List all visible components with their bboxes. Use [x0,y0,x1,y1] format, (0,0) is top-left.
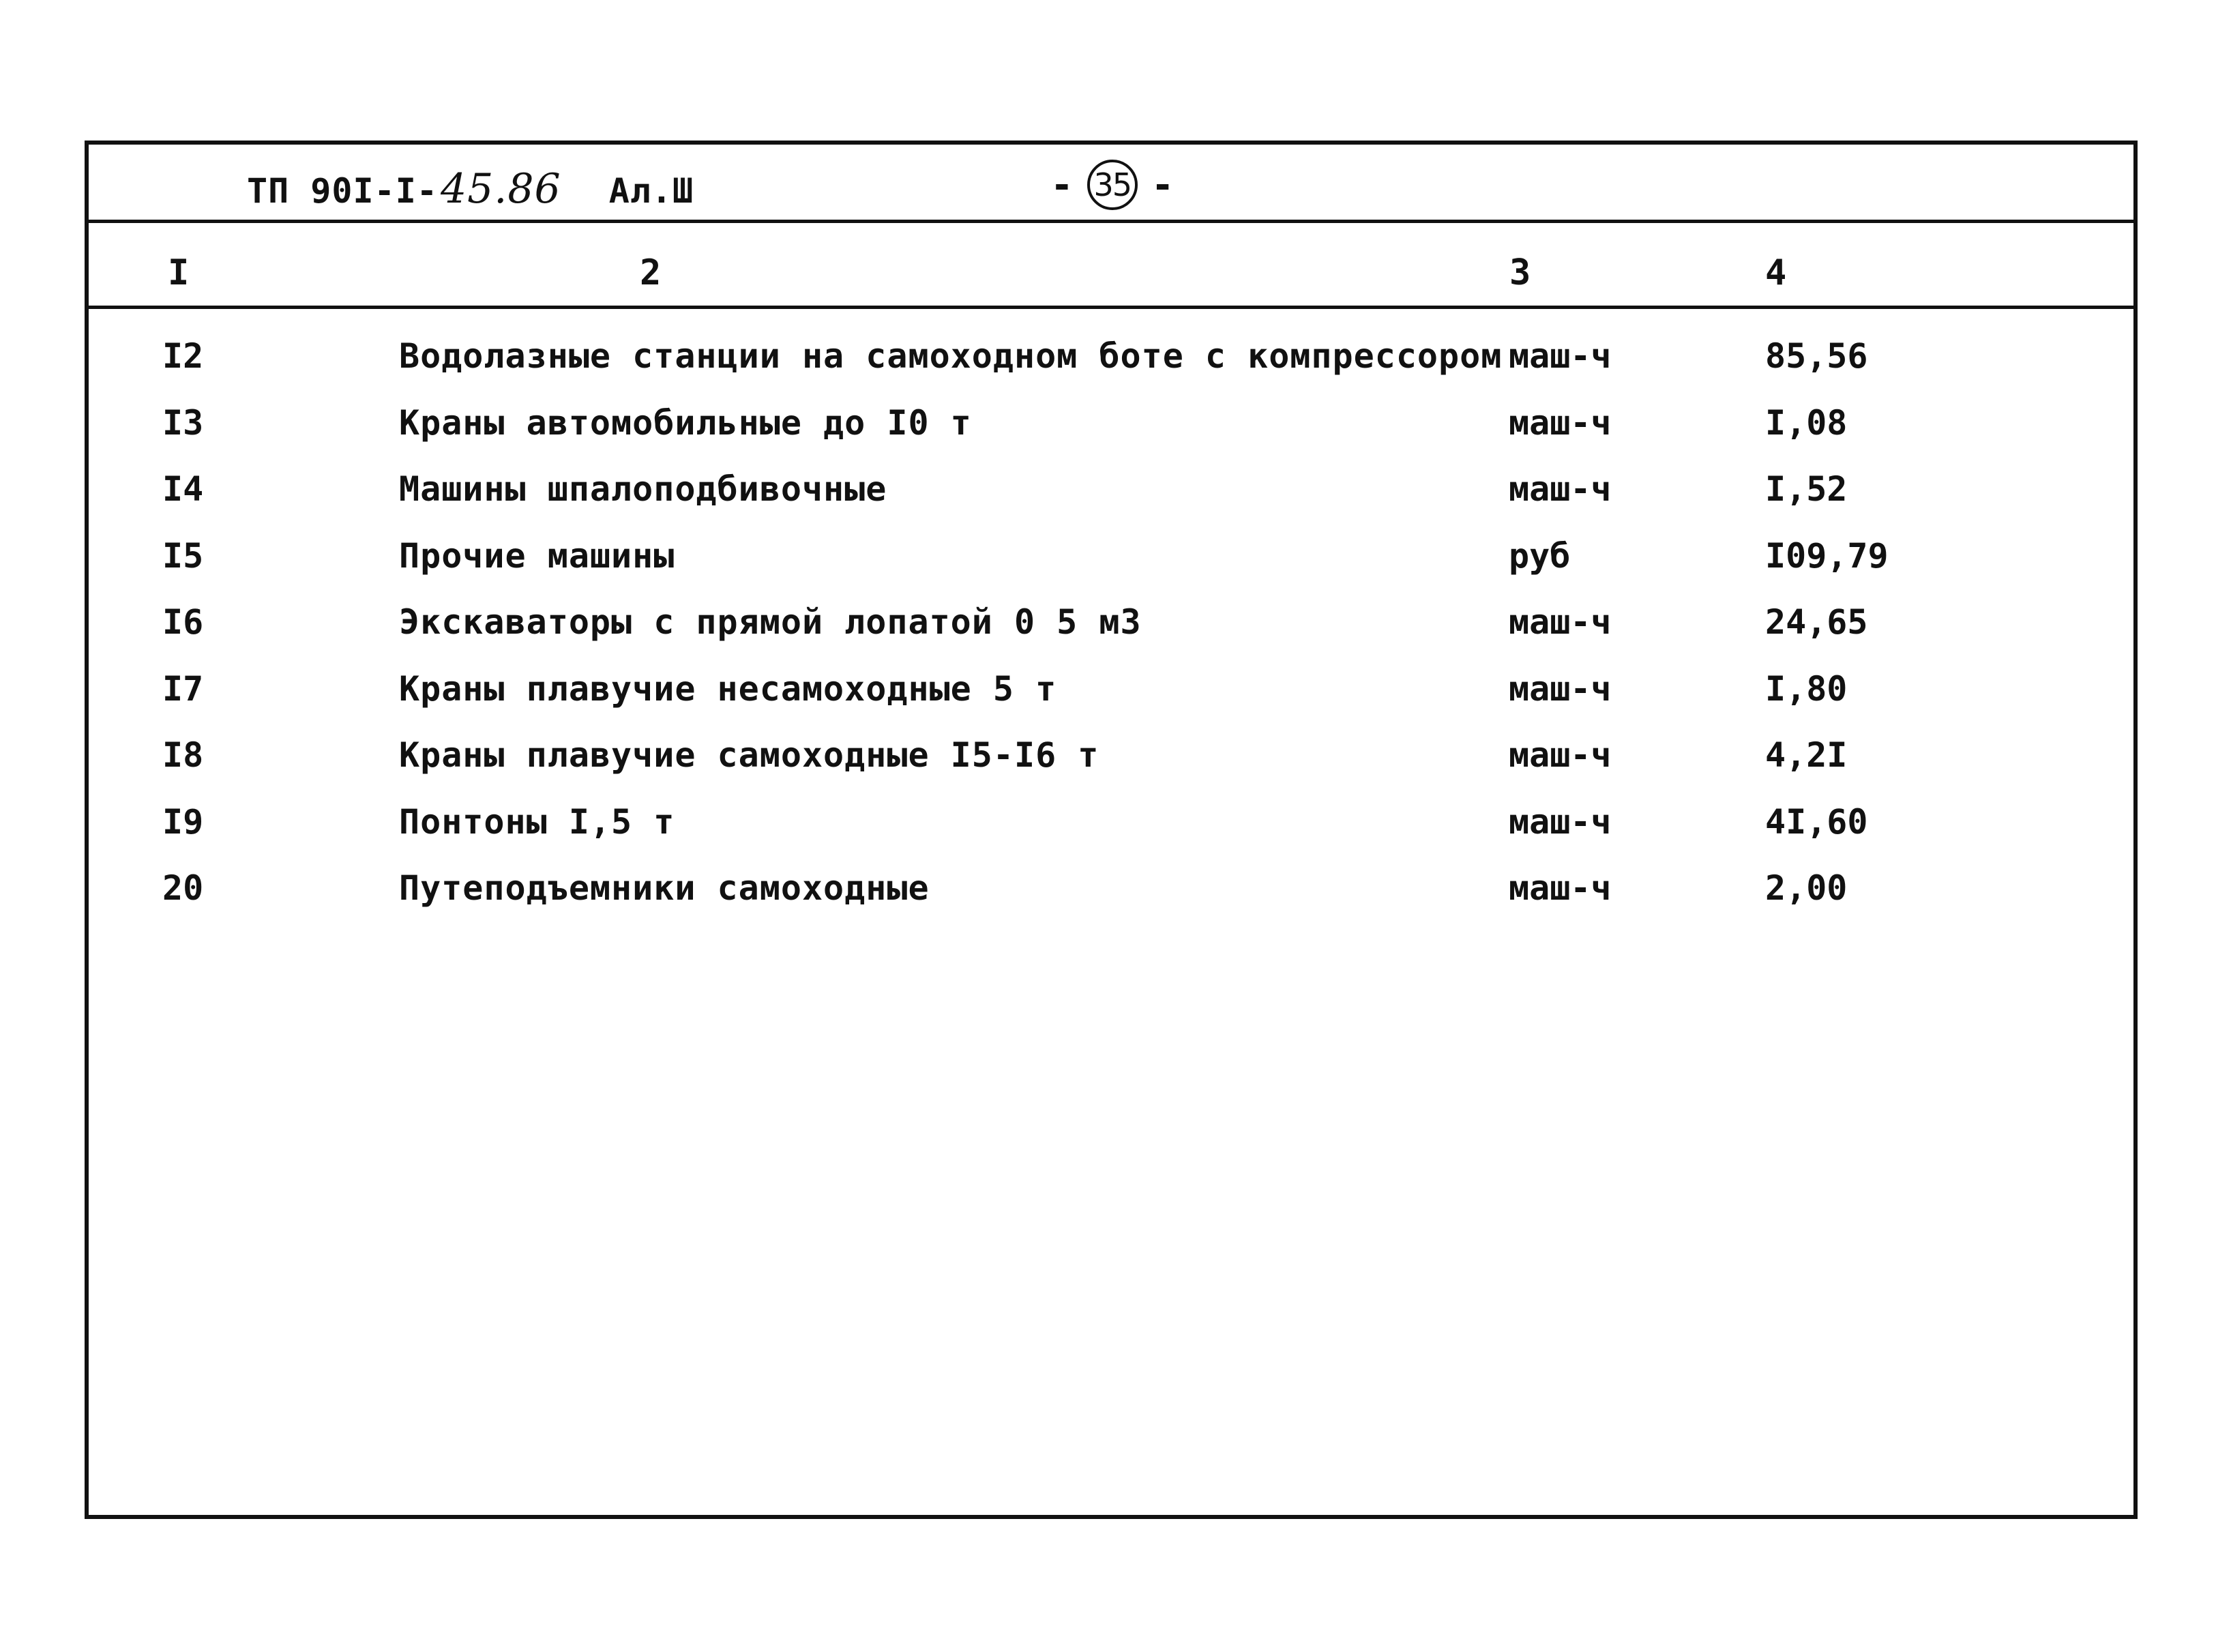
document-number-handwritten: 45.86 [440,165,561,213]
value: I,52 [1765,469,1848,509]
row-number: I7 [162,668,204,709]
column-header-divider [89,306,2133,309]
row-number: I5 [162,535,204,576]
document-code [247,165,694,213]
machine-name: Водолазные станции на самоходном боте с компрессором [399,336,1503,376]
machine-name: Прочие машины [399,535,675,576]
row-number: I9 [162,801,204,842]
page-dash-right: - [1151,162,1175,207]
page-number [1050,160,1174,210]
unit: маш-ч [1509,735,1612,775]
table-row [89,863,2133,930]
row-number: I4 [162,469,204,509]
value: 2,00 [1765,868,1848,908]
value: I09,79 [1765,535,1889,576]
header-divider [89,220,2133,223]
machine-name: Путеподъемники самоходные [399,868,930,908]
unit: маш-ч [1509,602,1612,642]
column-number-4: 4 [1765,252,1787,293]
row-number: I3 [162,402,204,443]
machine-name: Краны плавучие самоходные I5-I6 т [399,735,1099,775]
unit: маш-ч [1509,868,1612,908]
machine-name: Экскаваторы с прямой лопатой 0 5 м3 [399,602,1142,642]
table-row [89,398,2133,464]
machine-name: Краны плавучие несамоходные 5 т [399,668,1057,709]
table-row [89,797,2133,864]
row-number: I6 [162,602,204,642]
unit: маш-ч [1509,336,1612,376]
row-number: I2 [162,336,204,376]
column-number-3: 3 [1509,252,1531,293]
value: 4,2I [1765,735,1848,775]
column-number-1: I [168,252,190,293]
unit: маш-ч [1509,402,1612,443]
column-number-2: 2 [640,252,662,293]
table-row [89,730,2133,797]
machine-name: Понтоны I,5 т [399,801,675,842]
unit: руб [1509,535,1571,576]
value: I,08 [1765,402,1848,443]
page-dash-left: - [1050,162,1074,207]
page-number-circle: 35 [1087,160,1138,210]
value: I,80 [1765,668,1848,709]
document-code-prefix: ТП 90I-I- [247,171,438,211]
table-row [89,531,2133,598]
table-row [89,331,2133,398]
value: 85,56 [1765,336,1868,376]
row-number: I8 [162,735,204,775]
row-number: 20 [162,868,204,908]
value: 24,65 [1765,602,1868,642]
table-row [89,664,2133,731]
table-body [89,331,2133,930]
sheet-label: Ал.Ш [608,171,694,211]
table-row [89,464,2133,531]
unit: маш-ч [1509,469,1612,509]
document-frame [85,141,2138,1519]
unit: маш-ч [1509,668,1612,709]
machine-name: Машины шпалоподбивочные [399,469,887,509]
machine-name: Краны автомобильные до I0 т [399,402,972,443]
table-row [89,597,2133,664]
unit: маш-ч [1509,801,1612,842]
value: 4I,60 [1765,801,1868,842]
